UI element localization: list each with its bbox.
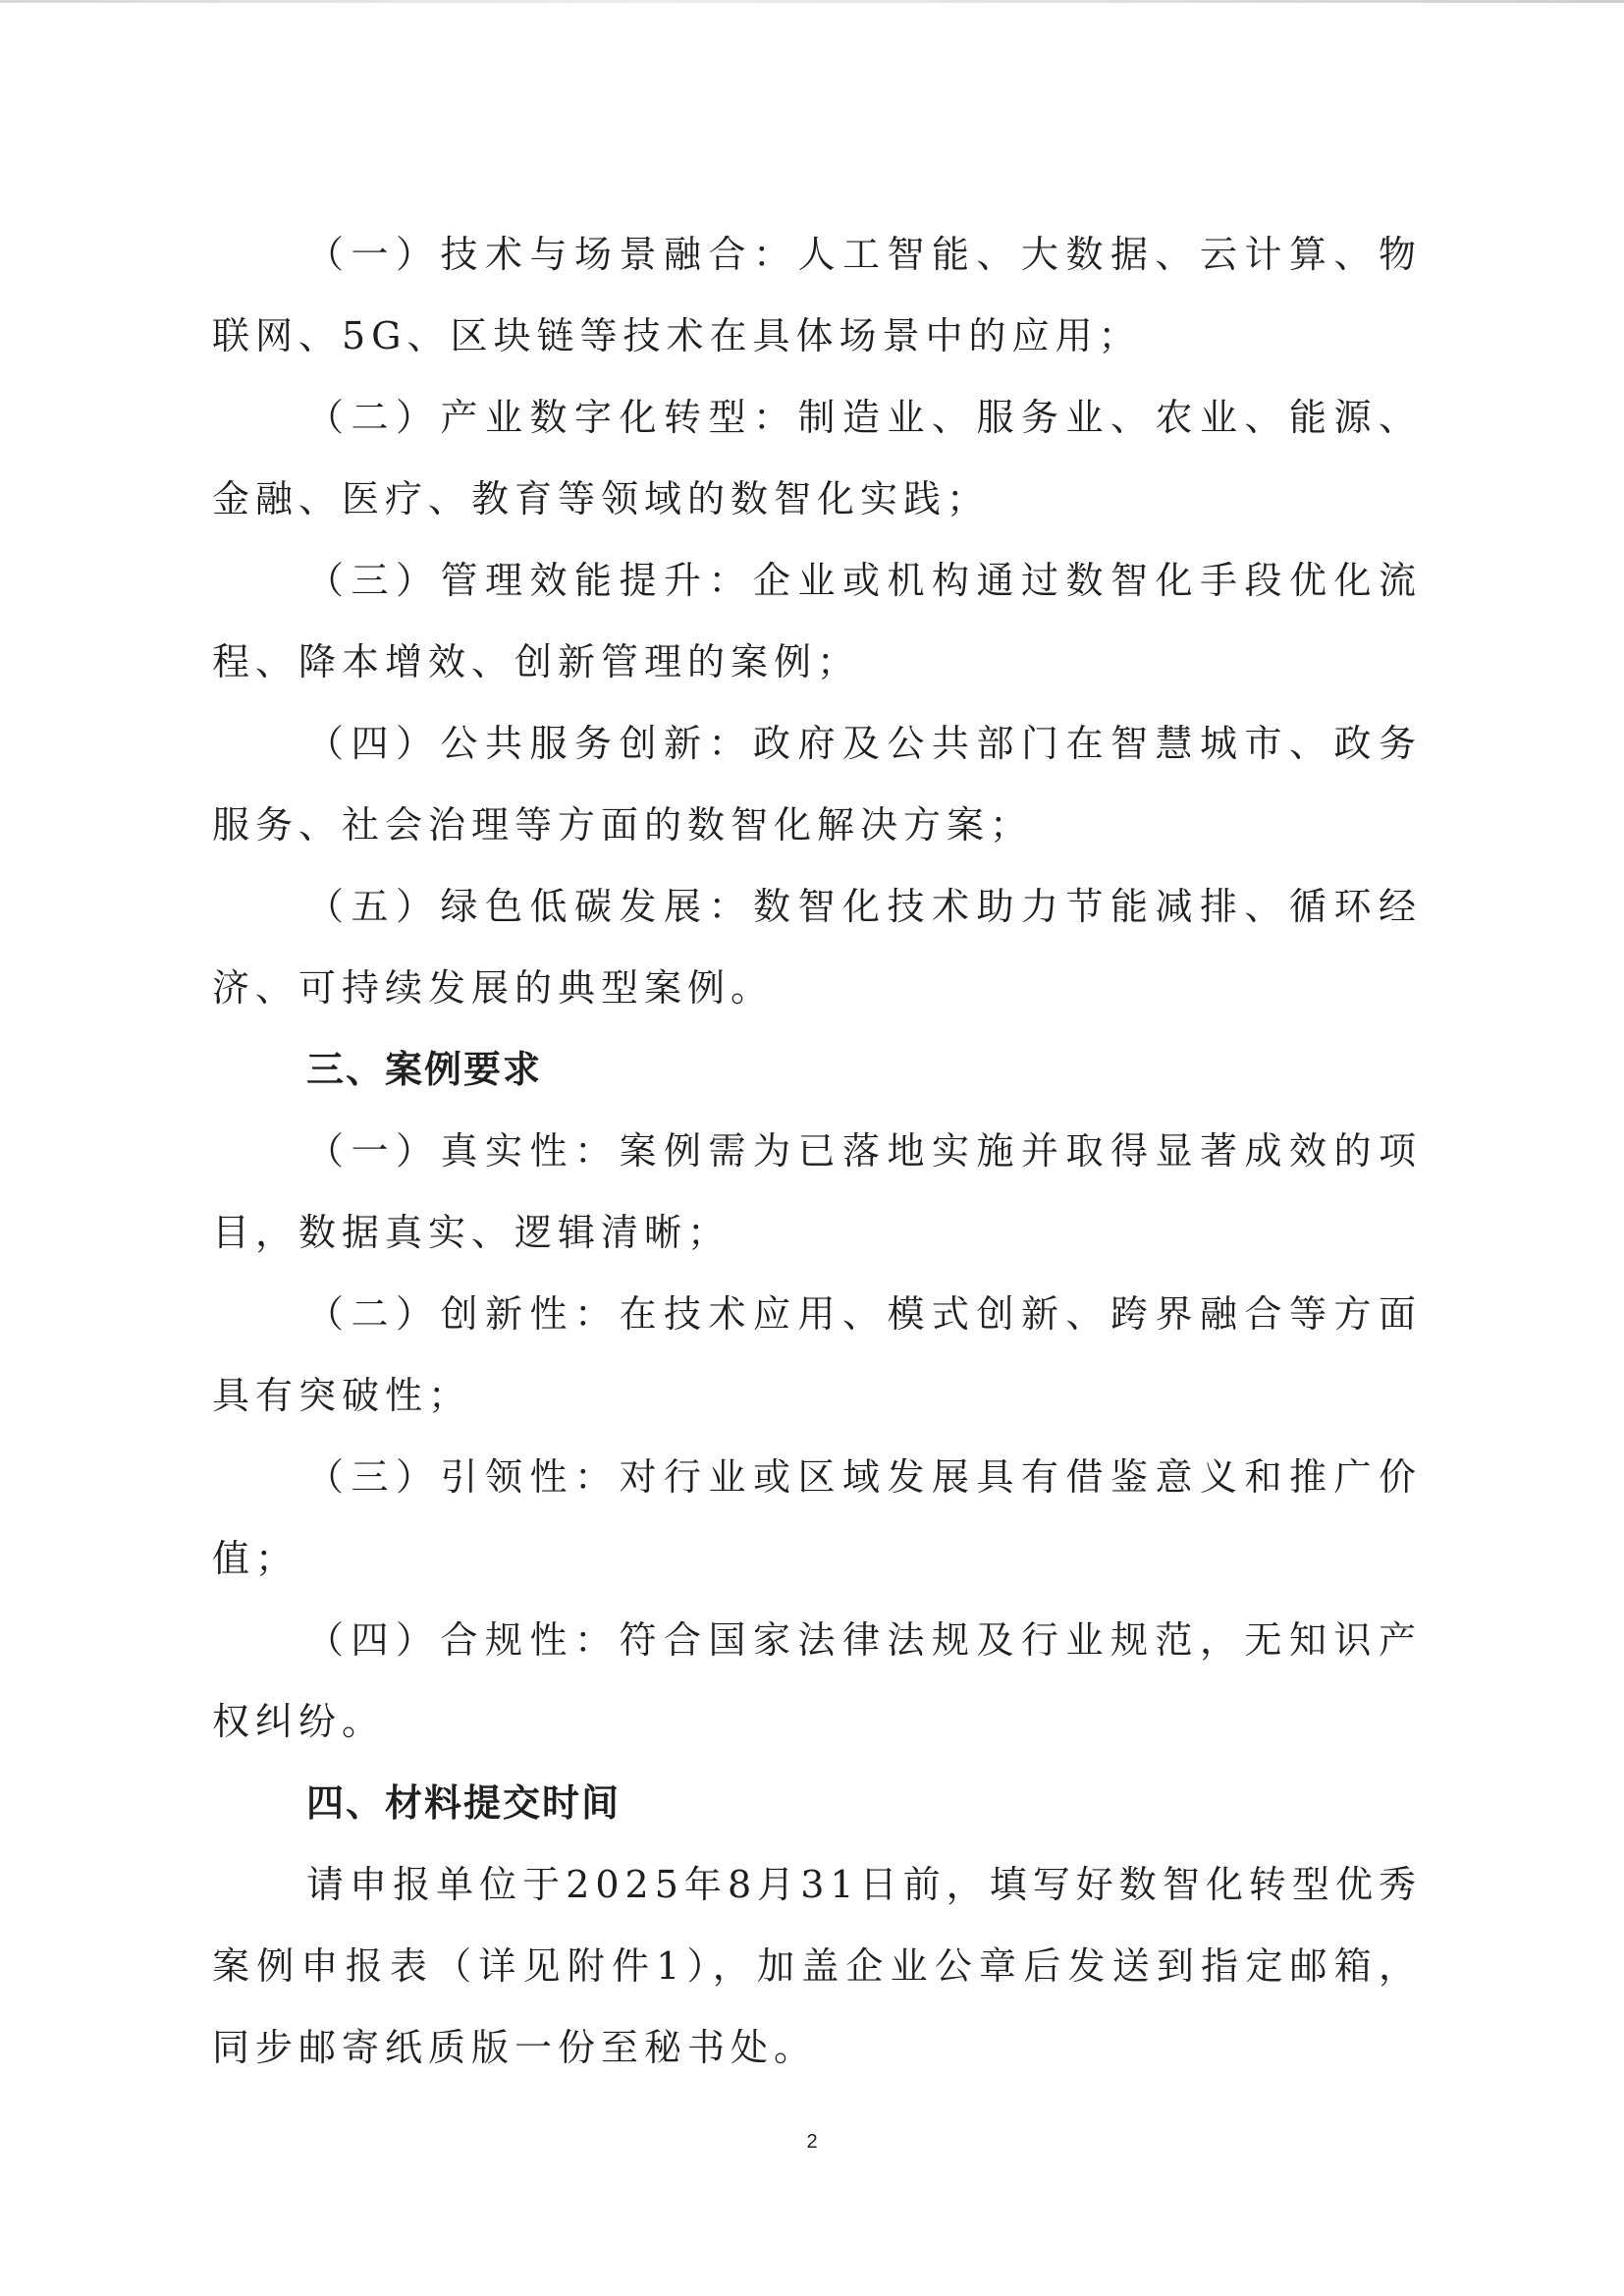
document-body — [212, 214, 1422, 2089]
paragraph-authenticity: （一）真实性：案例需为已落地实施并取得显著成效的项目，数据真实、逻辑清晰； — [212, 1129, 1422, 1254]
paragraph-management-efficiency: （三）管理效能提升：企业或机构通过数智化手段优化流程、降本增效、创新管理的案例； — [212, 559, 1422, 683]
paragraph-submission-instructions: 请申报单位于2025年8月31日前，填写好数智化转型优秀案例申报表（详见附件1），加盖企业公章后发送到指定邮箱，同步邮寄纸质版一份至秘书处。 — [212, 1863, 1422, 2069]
paragraph-leadership: （三）引领性：对行业或区域发展具有借鉴意义和推广价值； — [212, 1455, 1422, 1580]
paragraph-industry-digital-transformation: （二）产业数字化转型：制造业、服务业、农业、能源、金融、医疗、教育等领域的数智化实践； — [212, 396, 1422, 520]
paragraph-compliance: （四）合规性：符合国家法律法规及行业规范，无知识产权纠纷。 — [212, 1618, 1422, 1743]
paragraph-innovation: （二）创新性：在技术应用、模式创新、跨界融合等方面具有突破性； — [212, 1292, 1422, 1417]
section-heading-case-requirements: 三、案例要求 — [306, 1048, 543, 1091]
paragraph-green-low-carbon: （五）绿色低碳发展：数智化技术助力节能减排、循环经济、可持续发展的典型案例。 — [212, 885, 1422, 1010]
scan-top-edge — [0, 0, 1624, 3]
paragraph-tech-scene-integration: （一）技术与场景融合：人工智能、大数据、云计算、物联网、5G、区块链等技术在具体场景中的应用； — [212, 233, 1422, 357]
paragraph-public-service-innovation: （四）公共服务创新：政府及公共部门在智慧城市、政务服务、社会治理等方面的数智化解决方案； — [212, 722, 1422, 847]
section-heading-submission-time: 四、材料提交时间 — [306, 1781, 622, 1825]
page-number: 2 — [806, 2131, 818, 2153]
